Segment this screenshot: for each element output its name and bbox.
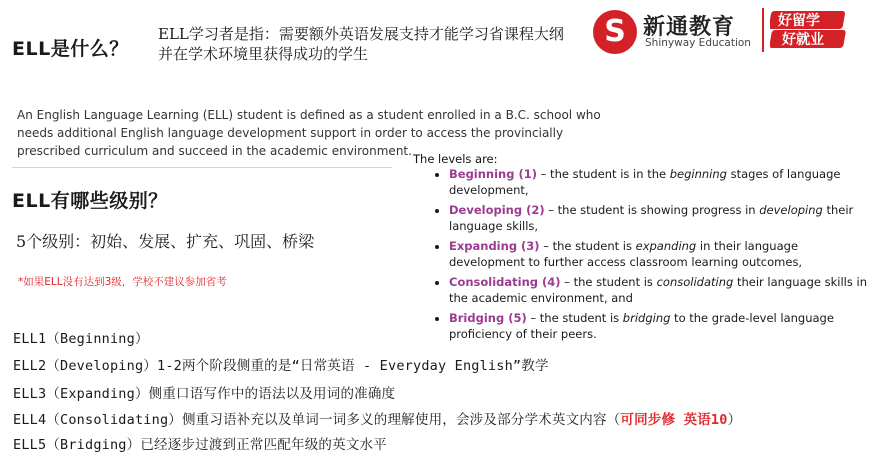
level-item: • Beginning (1) – the student is in the beginning stages of language development, — [449, 166, 870, 198]
levels-heading: ELL有哪些级别？ — [12, 190, 168, 212]
brand-name-cn: 新通教育 — [643, 15, 736, 40]
brand-name-en: Shinyway Education — [645, 37, 751, 49]
ell2-description: ELL2（Developing）1-2两个阶段侧重的是“日常英语 - Everyday English”教学 — [13, 358, 549, 374]
level-name: Bridging (5) — [449, 311, 527, 325]
ell3-description: ELL3（Expanding）侧重口语写作中的语法以及用词的准确度 — [13, 386, 396, 402]
ell4-description: ELL4（Consolidating）侧重习语补充以及单词一词多义的理解使用，会涉及部分学术英文内容（可同步修 英语10） — [13, 412, 742, 428]
level-name: Consolidating (4) — [449, 275, 561, 289]
level-name: Expanding (3) — [449, 239, 540, 253]
ell4-highlight: 可同步修 英语10 — [620, 412, 728, 428]
ell-definition-en: An English Language Learning (ELL) student is defined as a student enrolled in a B.C. school who needs additional English language development support in order to access the provincially prescribed curriculum and succeed in the academic environment. — [17, 108, 601, 158]
level-item: • Consolidating (4) – the student is consolidating their language skills in the academic environment, and — [449, 274, 870, 306]
level-item: • Bridging (5) – the student is bridging to the grade-level language proficiency of their peers. — [449, 310, 870, 342]
divider — [12, 167, 392, 168]
levels-intro: The levels are: — [413, 152, 498, 166]
ell5-description: ELL5（Bridging）已经逐步过渡到正常匹配年级的英文水平 — [13, 437, 387, 453]
levels-summary: 5个级别：初始、发展、扩充、巩固、桥梁 — [16, 232, 315, 251]
ell-definition-cn: ELL学习者是指：需要额外英语发展支持才能学习省课程大纲并在学术环境里获得成功的学生 — [158, 25, 564, 63]
slogan-logo — [770, 8, 862, 50]
levels-list — [421, 166, 870, 346]
ell1-description: ELL1（Beginning） — [13, 331, 149, 347]
logo-divider — [762, 8, 764, 52]
level-name: Developing (2) — [449, 203, 545, 217]
slogan-line2: 好就业 — [782, 32, 824, 48]
level-item: • Developing (2) – the student is showing progress in developing their language skills, — [449, 202, 870, 234]
page-title: ELL是什么？ — [12, 38, 129, 60]
level-name: Beginning (1) — [449, 167, 537, 181]
logo-mark: S — [604, 14, 626, 49]
exam-note: *如果ELL没有达到3级，学校不建议参加省考 — [18, 276, 227, 288]
slogan-line1: 好留学 — [778, 13, 820, 29]
level-item: • Expanding (3) – the student is expanding in their language development to further access classroom learning outcomes, — [449, 238, 870, 270]
